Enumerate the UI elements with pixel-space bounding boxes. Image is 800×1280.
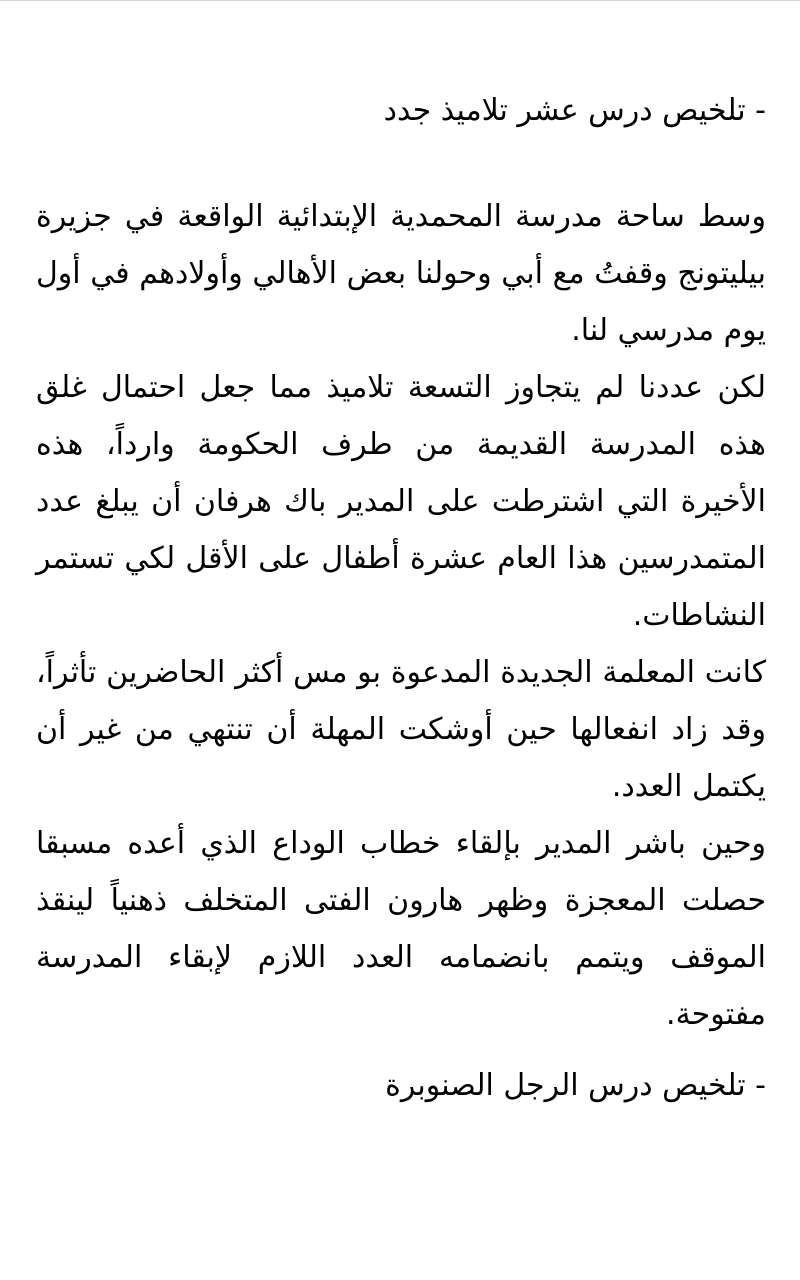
paragraph-2: لكن عددنا لم يتجاوز التسعة تلاميذ مما جعل احتمال غلق هذه المدرسة القديمة من طرف الحكومة وارداً، هذه الأخيرة التي اشترطت على المدير باك هرفان أن يبلغ عدد المتمدرسين هذا العام عشرة أطفال على الأقل لكي تستمر النشاطات. xyxy=(36,370,766,633)
paragraph-3: كانت المعلمة الجديدة المدعوة بو مس أكثر الحاضرين تأثراً، وقد زاد انفعالها حين أوشكت المهلة أن تنتهي من غير أن يكتمل العدد. xyxy=(36,655,766,804)
section-heading-ten-new-students: - تلخيص درس عشر تلاميذ جدد xyxy=(383,93,766,128)
summary-body xyxy=(36,188,766,1043)
section-heading-pine-man: - تلخيص درس الرجل الصنوبرة xyxy=(385,1068,766,1103)
paragraph-4: وحين باشر المدير بإلقاء خطاب الوداع الذي أعده مسبقا حصلت المعجزة وظهر هارون الفتى المتخلف ذهنياً لينقذ الموقف ويتمم بانضمامه العدد اللازم لإبقاء المدرسة مفتوحة. xyxy=(36,826,766,1032)
paragraph-1: وسط ساحة مدرسة المحمدية الإبتدائية الواقعة في جزيرة بيليتونج وقفتُ مع أبي وحولنا بعض الأهالي وأولادهم في أول يوم مدرسي لنا. xyxy=(36,199,766,348)
top-divider xyxy=(0,0,800,1)
